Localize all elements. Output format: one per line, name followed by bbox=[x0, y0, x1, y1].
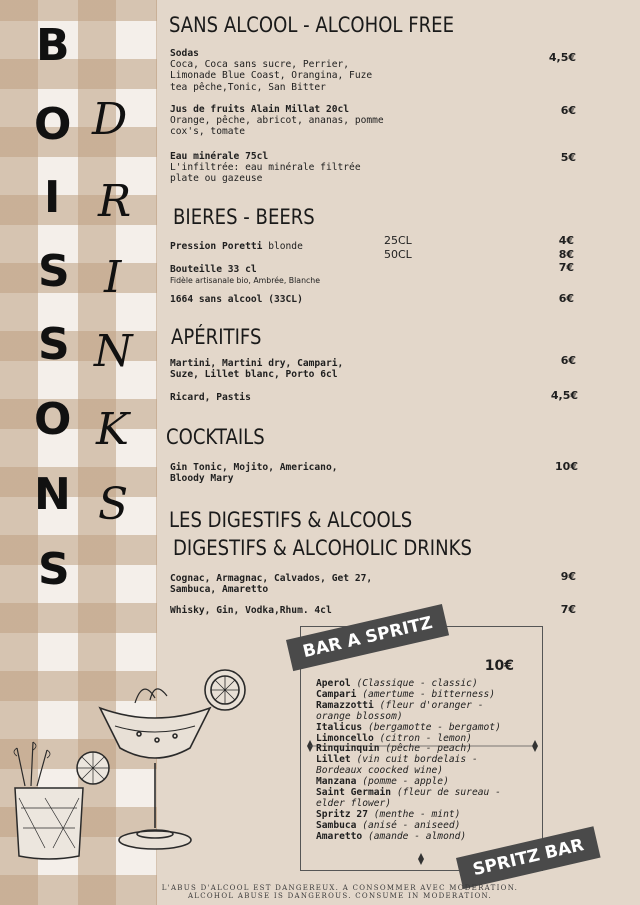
item-name: Eau minérale 75cl bbox=[170, 151, 269, 162]
spritz-name: Rinquinquin bbox=[316, 743, 380, 755]
price-mineral-water: 5€ bbox=[560, 151, 576, 164]
item-description: Orange, pêche, abricot, ananas, pomme cox's, tomate bbox=[170, 115, 384, 138]
price-fruit-juice: 6€ bbox=[560, 104, 576, 117]
item-description: Fidèle artisanale bio, Ambrée, Blanche bbox=[170, 276, 321, 286]
spritz-description: (amande - almond) bbox=[368, 830, 467, 842]
subtitle-letter-i: I bbox=[104, 252, 122, 303]
item-name: Jus de fruits Alain Millat 20cl bbox=[170, 104, 350, 115]
item-suffix: 6cl bbox=[320, 369, 338, 381]
price-1664: 6€ bbox=[558, 292, 574, 305]
item-name: Martini, Martini dry, Campari, Suze, Lillet blanc, Porto bbox=[170, 358, 344, 381]
spritz-name: Spritz 27 bbox=[316, 808, 368, 820]
price-martini: 6€ bbox=[560, 354, 576, 367]
menu-item-mineral-water bbox=[170, 151, 385, 185]
spritz-description: (bergamotte - bergamot) bbox=[368, 721, 501, 733]
footer-warning-fr: L'ABUS D'ALCOOL EST DANGEREUX. A CONSOMMER AVEC MODERATION. bbox=[161, 884, 519, 892]
spritz-description: (menthe - mint) bbox=[373, 808, 461, 820]
title-letter-s: S bbox=[38, 544, 70, 595]
spritz-name: Italicus bbox=[316, 721, 363, 733]
spritz-item bbox=[316, 701, 516, 723]
spritz-item bbox=[316, 755, 516, 777]
spritz-name: Ramazzotti bbox=[316, 699, 374, 711]
title-letter-i: I bbox=[44, 172, 61, 223]
spritz-name: Amaretto bbox=[316, 830, 363, 842]
price-ricard: 4,5€ bbox=[550, 389, 578, 402]
menu-item-sodas bbox=[170, 48, 395, 93]
menu-item-ricard bbox=[170, 392, 430, 403]
spritz-description: (anisé - aniseed) bbox=[362, 819, 461, 831]
section-title-beers: BIERES - BEERS bbox=[173, 205, 315, 229]
spritz-description: (pomme - apple) bbox=[362, 776, 449, 788]
subtitle-letter-r: R bbox=[98, 176, 132, 227]
spritz-description: (amertume - bitterness) bbox=[362, 688, 496, 700]
title-letter-o: O bbox=[34, 394, 72, 445]
item-name: Ricard, Pastis bbox=[170, 392, 251, 403]
menu-item-martini bbox=[170, 358, 370, 380]
spritz-name: Manzana bbox=[316, 776, 357, 788]
section-title-aperitifs: APÉRITIFS bbox=[171, 325, 262, 349]
title-letter-s: S bbox=[38, 319, 70, 370]
menu-item-fruit-juice bbox=[170, 104, 385, 138]
title-letter-s: S bbox=[38, 246, 70, 297]
item-name: Gin Tonic, Mojito, Americano, Bloody Mary bbox=[170, 462, 338, 485]
price-sodas: 4,5€ bbox=[548, 51, 576, 64]
menu-item-bottle-beer bbox=[170, 264, 430, 286]
spritz-description: (citron - lemon) bbox=[379, 732, 472, 744]
menu-item-cognac bbox=[170, 573, 380, 595]
spritz-name: Lillet bbox=[316, 754, 351, 766]
item-description: L'infiltrée: eau minérale filtrée plate ou gazeuse bbox=[170, 162, 361, 185]
price-pression-50cl: 8€ bbox=[558, 248, 574, 261]
spritz-description: (fleur de sureau - elder flower) bbox=[316, 787, 501, 809]
item-name: Pression Poretti bbox=[170, 241, 263, 252]
banner-bar-a-spritz: BAR A SPRITZ bbox=[286, 604, 449, 671]
spritz-description: (vin cuit bordelais - Bordeaux coocked wine) bbox=[316, 754, 478, 777]
subtitle-letter-d: D bbox=[92, 94, 128, 145]
item-name: Cognac, Armagnac, Calvados, Get 27, Sambuca, Amaretto bbox=[170, 573, 373, 596]
spritz-name: Limoncello bbox=[316, 732, 374, 744]
spritz-item bbox=[316, 832, 516, 843]
item-suffix: blonde bbox=[268, 241, 303, 252]
title-letter-n: N bbox=[34, 469, 71, 520]
section-title-cocktails: COCKTAILS bbox=[166, 425, 265, 449]
section-title-alcohol-free: SANS ALCOOL - ALCOHOL FREE bbox=[169, 13, 454, 37]
item-suffix: 4cl bbox=[314, 605, 332, 616]
banner-spritz-bar: SPRITZ BAR bbox=[456, 826, 601, 889]
price-whisky: 7€ bbox=[560, 603, 576, 616]
size-25cl: 25CL bbox=[384, 234, 412, 247]
spritz-description: (Classique - classic) bbox=[356, 678, 478, 689]
title-letter-b: B bbox=[36, 20, 70, 71]
subtitle-letter-s: S bbox=[98, 479, 129, 530]
price-bottle-beer: 7€ bbox=[558, 261, 574, 274]
section-title-digestifs-fr: LES DIGESTIFS & ALCOOLS bbox=[169, 508, 413, 532]
menu-item-1664 bbox=[170, 294, 430, 305]
subtitle-letter-n: N bbox=[94, 326, 133, 377]
price-pression-25cl: 4€ bbox=[558, 234, 574, 247]
spritz-name: Aperol bbox=[316, 678, 351, 689]
spritz-item bbox=[316, 788, 516, 810]
subtitle-letter-k: K bbox=[96, 404, 129, 455]
price-spritz: 10€ bbox=[484, 658, 514, 674]
footer-warning bbox=[150, 884, 530, 900]
spritz-name: Campari bbox=[316, 688, 357, 700]
spritz-name: Saint Germain bbox=[316, 787, 392, 799]
menu-item-whisky bbox=[170, 605, 430, 616]
item-name: Bouteille 33 cl bbox=[170, 264, 257, 275]
item-name: Sodas bbox=[170, 48, 199, 59]
spritz-list bbox=[316, 679, 516, 843]
spritz-description: (pêche - peach) bbox=[385, 743, 472, 755]
spritz-description: (fleur d'oranger - orange blossom) bbox=[316, 699, 484, 722]
item-description: Coca, Coca sans sucre, Perrier, Limonade Blue Coast, Orangina, Fuze tea pêche,Tonic, San Bitter bbox=[170, 59, 373, 93]
section-title-digestifs-en: DIGESTIFS & ALCOHOLIC DRINKS bbox=[173, 536, 472, 560]
price-cognac: 9€ bbox=[560, 570, 576, 583]
size-50cl: 50CL bbox=[384, 248, 412, 261]
title-letter-o: O bbox=[34, 99, 72, 150]
footer-warning-en: ALCOHOL ABUSE IS DANGEROUS. CONSUME IN MODERATION. bbox=[187, 892, 493, 900]
whisky-glass-illustration bbox=[5, 738, 125, 868]
price-cocktails: 10€ bbox=[555, 460, 578, 473]
spritz-name: Sambuca bbox=[316, 819, 357, 831]
menu-item-cocktails bbox=[170, 462, 360, 484]
item-name: Whisky, Gin, Vodka,Rhum. bbox=[170, 605, 309, 616]
item-name: 1664 sans alcool (33CL) bbox=[170, 294, 303, 305]
